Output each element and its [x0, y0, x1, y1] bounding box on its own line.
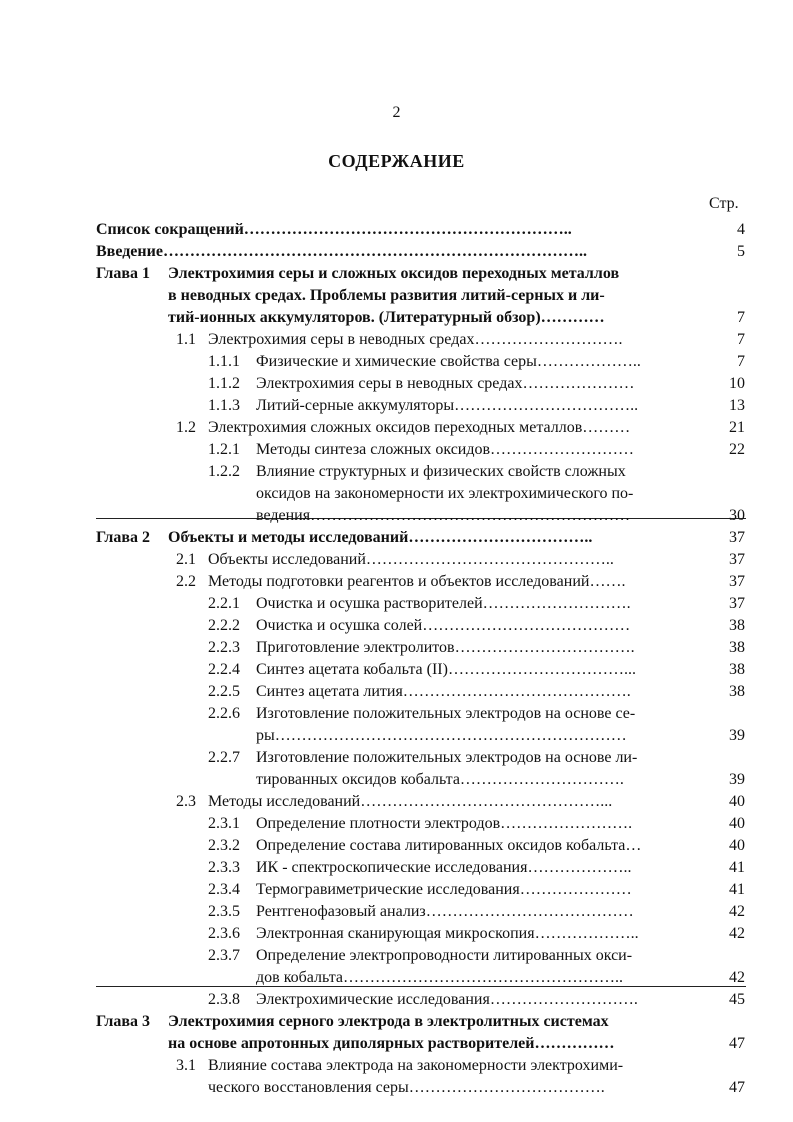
- toc-row-number: 3.1: [176, 1057, 196, 1074]
- toc-row-text: ры…………………………………………………………: [256, 727, 627, 744]
- toc-row-text: оксидов на закономерности их электрохимического по-: [256, 485, 634, 502]
- toc-row-text: дов кобальта……………………………………………..: [256, 969, 623, 986]
- toc-row-text: ческого восстановления серы……………………………….: [208, 1079, 605, 1096]
- toc-row-number: 2.3.3: [208, 859, 240, 876]
- toc-row-number: 2.2.4: [208, 661, 240, 678]
- toc-row-number: 2.3.8: [208, 991, 240, 1008]
- toc-row-text: Влияние состава электрода на закономерности электрохими-: [208, 1057, 624, 1074]
- toc-row-page: 22: [729, 441, 745, 458]
- toc-row-page: 7: [737, 331, 745, 348]
- toc-row-text: Синтез ацетата лития…………………………………….: [256, 683, 631, 700]
- toc-row-page: 38: [729, 617, 745, 634]
- toc-row-number: 1.1.1: [208, 353, 240, 370]
- toc-row-text: ведения……………………………………………………: [256, 507, 631, 524]
- toc-row-page: 21: [729, 419, 745, 436]
- toc-row-text: Термогравиметрические исследования…………………: [256, 881, 632, 898]
- toc-row-page: 7: [737, 309, 745, 326]
- toc-row-text: Объекты исследований………………………………………..: [208, 551, 614, 568]
- toc-row-text: Электрохимия серы и сложных оксидов переходных металлов: [168, 265, 620, 282]
- toc-row-number: 2.2.3: [208, 639, 240, 656]
- toc-row-page: 41: [729, 881, 745, 898]
- toc-row-text: Определение состава литированных оксидов кобальта…: [256, 837, 642, 854]
- toc-row-text: Рентгенофазовый анализ…………………………………: [256, 903, 634, 920]
- toc-row-number: 1.2.2: [208, 463, 240, 480]
- toc-row-number: Глава 2: [96, 529, 150, 546]
- toc-row-page: 37: [729, 573, 745, 590]
- toc-row-page: 38: [729, 639, 745, 656]
- toc-row-page: 42: [729, 925, 745, 942]
- toc-row-text: тированных оксидов кобальта………………………….: [256, 771, 624, 788]
- toc-row-number: Глава 3: [96, 1013, 150, 1030]
- toc-row-page: 42: [729, 903, 745, 920]
- toc-row-page: 39: [729, 771, 745, 788]
- toc-row-number: 1.2: [176, 419, 196, 436]
- toc-row-text: ИК - спектроскопические исследования………………..: [256, 859, 632, 876]
- toc-row-text: в неводных средах. Проблемы развития литий-серных и ли-: [168, 287, 605, 304]
- toc-row-text: Методы подготовки реагентов и объектов исследований…….: [208, 573, 626, 590]
- toc-row-text: Определение электропроводности литированных окси-: [256, 947, 633, 964]
- toc-row-page: 37: [729, 595, 745, 612]
- toc-row-text: тий-ионных аккумуляторов. (Литературный обзор)…………: [168, 309, 605, 326]
- toc-row-text: Электрохимия сложных оксидов переходных металлов………: [208, 419, 631, 436]
- toc-row-number: 1.2.1: [208, 441, 240, 458]
- toc-row-number: 2.3: [176, 793, 196, 810]
- toc-row-text: Физические и химические свойства серы………………..: [256, 353, 641, 370]
- toc-row-number: 2.2.6: [208, 705, 240, 722]
- toc-row-page: 45: [729, 991, 745, 1008]
- toc-row-page: 4: [737, 221, 745, 238]
- toc-row-text: Объекты и методы исследований……………………………..: [168, 529, 593, 546]
- toc-row-number: 1.1.2: [208, 375, 240, 392]
- toc-row-number: 2.3.6: [208, 925, 240, 942]
- toc-row-number: 2.3.7: [208, 947, 240, 964]
- toc-row-page: 42: [729, 969, 745, 986]
- toc-row-text: Очистка и осушка солей…………………………………: [256, 617, 631, 634]
- toc-row-text: Электрохимия серного электрода в электролитных системах: [168, 1013, 609, 1030]
- toc-row-number: 1.1.3: [208, 397, 240, 414]
- toc-row-text: Методы синтеза сложных оксидов………………………: [256, 441, 635, 458]
- toc-row-page: 38: [729, 683, 745, 700]
- toc-row-text: Электронная сканирующая микроскопия………………..: [256, 925, 639, 942]
- toc-row-page: 39: [729, 727, 745, 744]
- toc-row-text: Изготовление положительных электродов на основе се-: [256, 705, 636, 722]
- toc-row-number: Глава 1: [96, 265, 150, 282]
- toc-row-page: 10: [729, 375, 745, 392]
- toc-row-number: 2.2.1: [208, 595, 240, 612]
- toc-row-number: 2.1: [176, 551, 196, 568]
- page-column-label: Стр.: [709, 195, 739, 212]
- toc-row-number: 2.3.4: [208, 881, 240, 898]
- toc-row-text: на основе апротонных диполярных растворителей……………: [168, 1035, 615, 1052]
- toc-row-page: 7: [737, 353, 745, 370]
- toc-row-text: Приготовление электролитов…………………………….: [256, 639, 635, 656]
- toc-row-number: 1.1: [176, 331, 196, 348]
- toc-row-page: 41: [729, 859, 745, 876]
- toc-row-text: Определение плотности электродов…………………….: [256, 815, 633, 832]
- toc-row-text: Список сокращений……………………………………………………..: [96, 221, 572, 238]
- toc-row-page: 13: [729, 397, 745, 414]
- toc-row-page: 30: [729, 507, 745, 524]
- page-title: СОДЕРЖАНИЕ: [328, 151, 465, 171]
- toc-row-page: 37: [729, 551, 745, 568]
- toc-row-text: Введение……………………………………………………………………..: [96, 243, 587, 260]
- toc-row-page: 47: [729, 1079, 745, 1096]
- toc-row-number: 2.3.5: [208, 903, 240, 920]
- toc-row-number: 2.2: [176, 573, 196, 590]
- toc-row-text: Методы исследований………………………………………...: [208, 793, 613, 810]
- toc-row-page: 40: [729, 837, 745, 854]
- toc-row-text: Очистка и осушка растворителей……………………….: [256, 595, 631, 612]
- toc-row-page: 40: [729, 815, 745, 832]
- toc-row-text: Электрохимические исследования……………………….: [256, 991, 638, 1008]
- toc-row-number: 2.2.2: [208, 617, 240, 634]
- toc-row-text: Литий-серные аккумуляторы……………………………..: [256, 397, 639, 414]
- toc-row-number: 2.3.2: [208, 837, 240, 854]
- toc-row-number: 2.2.5: [208, 683, 240, 700]
- toc-row-text: Электрохимия серы в неводных средах……………………….: [208, 331, 623, 348]
- toc-row-text: Влияние структурных и физических свойств сложных: [256, 463, 626, 480]
- page-number: 2: [392, 104, 401, 121]
- toc-row-text: Изготовление положительных электродов на основе ли-: [256, 749, 638, 766]
- toc-row-text: Синтез ацетата кобальта (II)……………………………...: [256, 661, 636, 678]
- toc-row-page: 47: [729, 1035, 745, 1052]
- toc-row-number: 2.2.7: [208, 749, 240, 766]
- toc-row-page: 40: [729, 793, 745, 810]
- toc-row-page: 5: [737, 243, 745, 260]
- toc-row-page: 37: [729, 529, 745, 546]
- toc-row-text: Электрохимия серы в неводных средах…………………: [256, 375, 635, 392]
- toc-row-page: 38: [729, 661, 745, 678]
- toc-row-number: 2.3.1: [208, 815, 240, 832]
